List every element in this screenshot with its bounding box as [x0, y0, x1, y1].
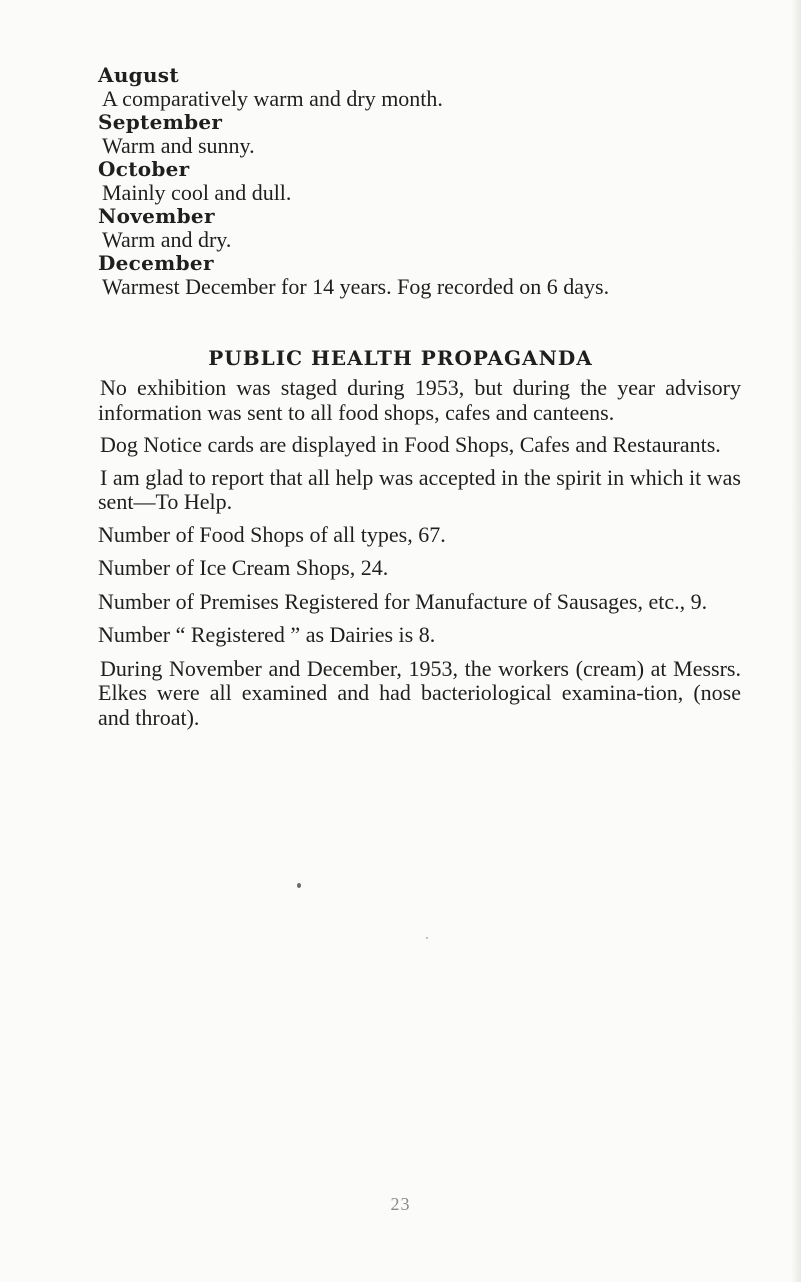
- count-dairies: Number “ Registered ” as Dairies is 8.: [98, 622, 436, 647]
- month-heading: August: [98, 63, 179, 87]
- count-food-shops: Number of Food Shops of all types, 67.: [98, 521, 446, 547]
- section-title: PUBLIC HEALTH PROPAGANDA: [208, 346, 593, 370]
- page-edge-shadow: [791, 0, 801, 1282]
- count-sausage-premises: Number of Premises Registered for Manufacture of Sausages, etc., 9.: [98, 588, 708, 614]
- paragraph-examination: During November and December, 1953, the workers (cream) at Messrs. Elkes were all examined and had bacteriological examina-tion, (nose and throat).: [98, 655, 741, 730]
- propaganda-body: [98, 376, 741, 738]
- paragraph-dog-notice: Dog Notice cards are displayed in Food Shops, Cafes and Restaurants.: [100, 432, 721, 457]
- month-entry-september: [98, 111, 748, 158]
- print-speck: [297, 883, 301, 888]
- paragraph-help: I am glad to report that all help was accepted in the spirit in which it was sent—To Help.: [98, 464, 741, 514]
- count-ice-cream-shops: Number of Ice Cream Shops, 24.: [98, 555, 389, 580]
- paragraph-exhibition: No exhibition was staged during 1953, but during the year advisory information was sent to all food shops, cafes and canteens.: [98, 375, 741, 425]
- month-description: Mainly cool and dull.: [102, 180, 292, 205]
- month-heading: September: [98, 110, 223, 134]
- print-speck: [426, 937, 428, 939]
- month-entry-november: [98, 205, 748, 252]
- month-heading: October: [98, 157, 190, 181]
- month-entry-october: [98, 158, 748, 205]
- month-description: Warm and dry.: [102, 227, 232, 252]
- month-heading: December: [98, 251, 214, 275]
- weather-summary: [98, 64, 748, 299]
- month-description: Warmest December for 14 years. Fog recorded on 6 days.: [102, 274, 610, 299]
- page-number: 23: [390, 1194, 411, 1214]
- month-entry-december: [98, 252, 748, 299]
- month-description: Warm and sunny.: [102, 133, 255, 158]
- month-entry-august: [98, 64, 748, 111]
- month-heading: November: [98, 204, 215, 228]
- month-description: A comparatively warm and dry month.: [102, 86, 443, 111]
